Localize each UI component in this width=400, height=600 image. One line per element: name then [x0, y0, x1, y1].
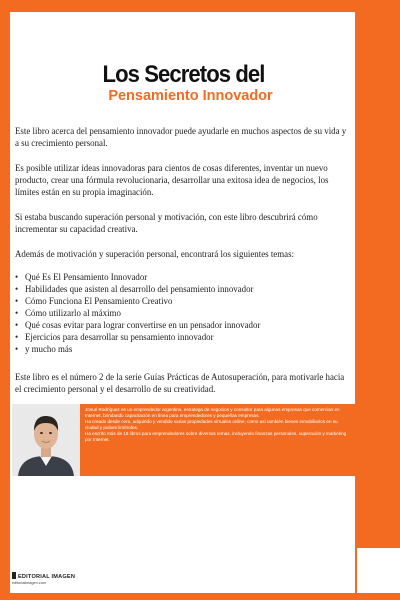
closing-paragraph: Este libro es el número 2 de la serie Guías Prácticas de Autosuperación, para motivarle hacia el crecimiento personal y el desarrollo de su creatividad.	[15, 372, 345, 394]
title-line-2: Pensamiento Innovador	[108, 88, 273, 104]
bullet-icon: •	[15, 284, 19, 294]
corner-notch	[357, 548, 400, 593]
bottom-orange-band	[0, 593, 400, 600]
bullet-icon: •	[15, 332, 19, 342]
top-orange-band	[0, 0, 400, 12]
book-title	[12, 62, 355, 104]
description-paragraph-3: Si estaba buscando superación personal y motivación, con este libro descubrirá cómo incrementar su capacidad creativa.	[15, 212, 318, 234]
list-item: • Qué cosas evitar para lograr convertirse en un pensador innovador	[15, 320, 261, 330]
list-item: • Ejercicios para desarrollar su pensamiento innovador	[15, 332, 214, 342]
list-item: • Qué Es El Pensamiento Innovador	[15, 272, 148, 282]
topics-list	[15, 271, 347, 355]
author-portrait-icon	[12, 404, 80, 476]
author-bio-text: Josué Rodríguez es un emprendedor argentino, estratega de negocios y consultor para algunas empresas que comercian en Internet, brindando capacitación en línea para emprendedores y pequeñas empresas. Ha creado desde cero, adquirido y vendido varias propiedades virtuales online, como así también bienes inmobiliarios en su ciudad y países limítrofes. Ha escrito más de 15 libros para emprendedores sobre diversos temas, incluyendo finanzas personales, superación y marketing por Internet.	[85, 407, 347, 442]
publisher-url: editorialimagen.com	[12, 581, 46, 585]
author-photo	[12, 404, 80, 476]
list-item: • Habilidades que asisten al desarrollo del pensamiento innovador	[15, 284, 254, 294]
list-item: • y mucho más	[15, 344, 73, 354]
bullet-icon: •	[15, 272, 19, 282]
bullet-icon: •	[15, 308, 19, 318]
bullet-icon: •	[15, 320, 19, 330]
right-orange-band	[355, 0, 400, 600]
list-item: • Cómo Funciona El Pensamiento Creativo	[15, 296, 173, 306]
author-bio-box	[12, 404, 355, 476]
bullet-icon: •	[15, 296, 19, 306]
title-line-1: Los Secretos del	[102, 61, 265, 88]
publisher-mark-icon	[12, 572, 16, 579]
left-orange-band	[0, 0, 10, 600]
bullet-icon: •	[15, 344, 19, 354]
publisher-logo	[12, 572, 75, 585]
description-paragraph-1: Este libro acerca del pensamiento innovador puede ayudarle en muchos aspectos de su vida y a su crecimiento personal.	[15, 126, 347, 148]
publisher-name: EDITORIAL IMAGEN	[18, 574, 76, 580]
back-cover	[12, 12, 355, 593]
list-item: • Cómo utilizarlo al máximo	[15, 308, 121, 318]
description-paragraph-4: Además de motivación y superación personal, encontrará los siguientes temas:	[15, 249, 294, 259]
author-bio-panel	[80, 404, 355, 476]
description-paragraph-2: Es posible utilizar ideas innovadoras para cientos de cosas diferentes, inventar un nuevo producto, crear una fórmula revolucionaria, desarrollar una exitosa idea de negocios, los límites están en su propia imaginación.	[15, 163, 329, 197]
